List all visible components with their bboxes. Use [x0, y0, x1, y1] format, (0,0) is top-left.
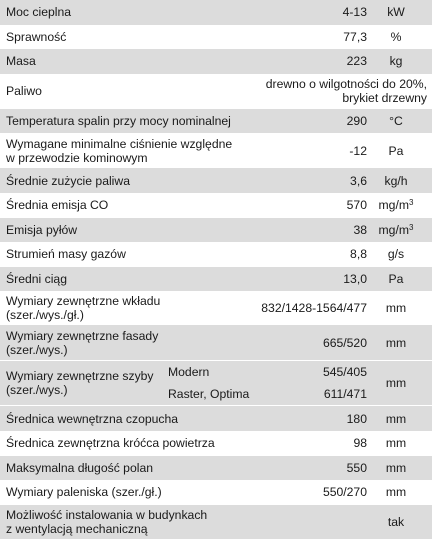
spec-value-line: brykiet drzewny [342, 91, 427, 106]
spec-value: 832/1428-1564/477 [261, 301, 367, 316]
spec-label: Paliwo [6, 84, 42, 99]
spec-row-efficiency [0, 25, 432, 50]
spec-label: Średni ciąg [6, 272, 67, 287]
spec-label-line: (szer./wys.) [6, 383, 68, 398]
spec-label-line: z wentylacją mechaniczną [6, 521, 148, 536]
spec-label-line: (szer./wys.) [6, 342, 68, 357]
spec-row-mechanical-ventilation [0, 505, 432, 539]
glass-variant-label: Modern [168, 365, 210, 380]
spec-row-dust-emission [0, 218, 432, 243]
spec-row-firebox-dimensions [0, 480, 432, 505]
spec-unit: mm [385, 485, 407, 500]
spec-unit: % [390, 29, 402, 44]
spec-value: 180 [346, 411, 367, 426]
spec-value: 223 [346, 54, 367, 69]
spec-value: 98 [353, 436, 367, 451]
spec-row-insert-dimensions [0, 291, 432, 325]
spec-row-flue-temperature [0, 109, 432, 134]
spec-label-line: Wymiary zewnętrzne szyby [6, 369, 154, 384]
spec-unit: mm [385, 436, 407, 451]
spec-unit [367, 198, 425, 212]
spec-unit-base: mg/m [378, 198, 409, 213]
spec-row-heat-output [0, 0, 432, 25]
spec-unit: mm [385, 335, 407, 350]
spec-label [6, 294, 261, 322]
spec-label: Moc cieplna [6, 5, 72, 20]
spec-label-line: w przewodzie kominowym [6, 150, 148, 165]
spec-label: Wymiary paleniska (szer./gł.) [6, 485, 162, 500]
spec-label [6, 137, 349, 165]
spec-label-line: (szer./wys./gł.) [6, 308, 84, 323]
spec-label: Średnie zużycie paliwa [6, 173, 130, 188]
spec-unit: Pa [388, 272, 404, 287]
glass-variant-label: Raster, Optima [168, 387, 250, 402]
spec-label: Sprawność [6, 29, 67, 44]
spec-row-fuel-consumption [0, 168, 432, 193]
spec-value: 8,8 [350, 247, 367, 262]
glass-variant-row [168, 361, 367, 383]
spec-label [6, 329, 323, 357]
spec-row-gas-mass-flow [0, 242, 432, 267]
spec-row-glass-dimensions [0, 361, 432, 405]
spec-unit [367, 223, 425, 237]
spec-row-air-inlet-diameter [0, 431, 432, 456]
spec-label [6, 361, 168, 405]
spec-value-line: drewno o wilgotności do 20%, [265, 77, 427, 92]
spec-unit-superscript: 3 [409, 222, 414, 232]
spec-unit: mm [385, 411, 407, 426]
spec-value: 550 [346, 460, 367, 475]
spec-unit: g/s [387, 247, 405, 262]
glass-variant-value: 545/405 [322, 365, 367, 380]
spec-label: Średnia emisja CO [6, 198, 109, 213]
spec-value: 4-13 [342, 5, 367, 20]
spec-label [6, 508, 367, 536]
spec-unit-superscript: 3 [409, 198, 414, 208]
spec-unit: tak [387, 514, 405, 529]
spec-unit: kg [389, 54, 403, 69]
spec-value: 13,0 [343, 272, 367, 287]
spec-row-fuel [0, 74, 432, 109]
spec-value: 570 [346, 198, 367, 213]
glass-variants [168, 361, 367, 405]
spec-label-line: Wymiary zewnętrzne wkładu [6, 294, 161, 309]
spec-label-line: Wymiary zewnętrzne fasady [6, 328, 159, 343]
spec-value: -12 [349, 143, 367, 158]
spec-label-line: Wymagane minimalne ciśnienie względne [6, 136, 233, 151]
spec-unit-base: mg/m [378, 222, 409, 237]
spec-unit: °C [389, 114, 403, 129]
spec-row-draught [0, 267, 432, 292]
spec-row-co-emission [0, 193, 432, 218]
spec-label: Temperatura spalin przy mocy nominalnej [6, 114, 231, 129]
glass-variant-row [168, 383, 367, 405]
spec-row-chimney-pressure [0, 133, 432, 168]
spec-unit: mm [385, 460, 407, 475]
spec-value: 550/270 [322, 485, 367, 500]
spec-row-mass [0, 49, 432, 74]
spec-unit: kW [387, 5, 405, 20]
spec-row-flue-pipe-diameter [0, 406, 432, 431]
spec-value: 77,3 [343, 29, 367, 44]
spec-row-facade-dimensions [0, 325, 432, 360]
spec-label-line: Możliwość instalowania w budynkach [6, 507, 208, 522]
spec-label: Strumień masy gazów [6, 247, 126, 262]
spec-value: 290 [346, 114, 367, 129]
spec-row-max-log-length [0, 456, 432, 481]
spec-value: 3,6 [350, 173, 367, 188]
spec-value: 38 [353, 222, 367, 237]
spec-unit: mm [385, 376, 407, 391]
spec-label: Masa [6, 54, 36, 69]
spec-value: 665/520 [322, 335, 367, 350]
spec-label: Maksymalna długość polan [6, 460, 154, 475]
spec-unit: kg/h [384, 173, 408, 188]
spec-label: Średnica wewnętrzna czopucha [6, 411, 179, 426]
spec-label: Średnica zewnętrzna króćca powietrza [6, 436, 215, 451]
spec-unit: mm [385, 301, 407, 316]
glass-variant-value: 611/471 [323, 387, 367, 402]
spec-unit: Pa [388, 143, 404, 158]
spec-value [266, 77, 427, 105]
spec-label: Emisja pyłów [6, 222, 78, 237]
